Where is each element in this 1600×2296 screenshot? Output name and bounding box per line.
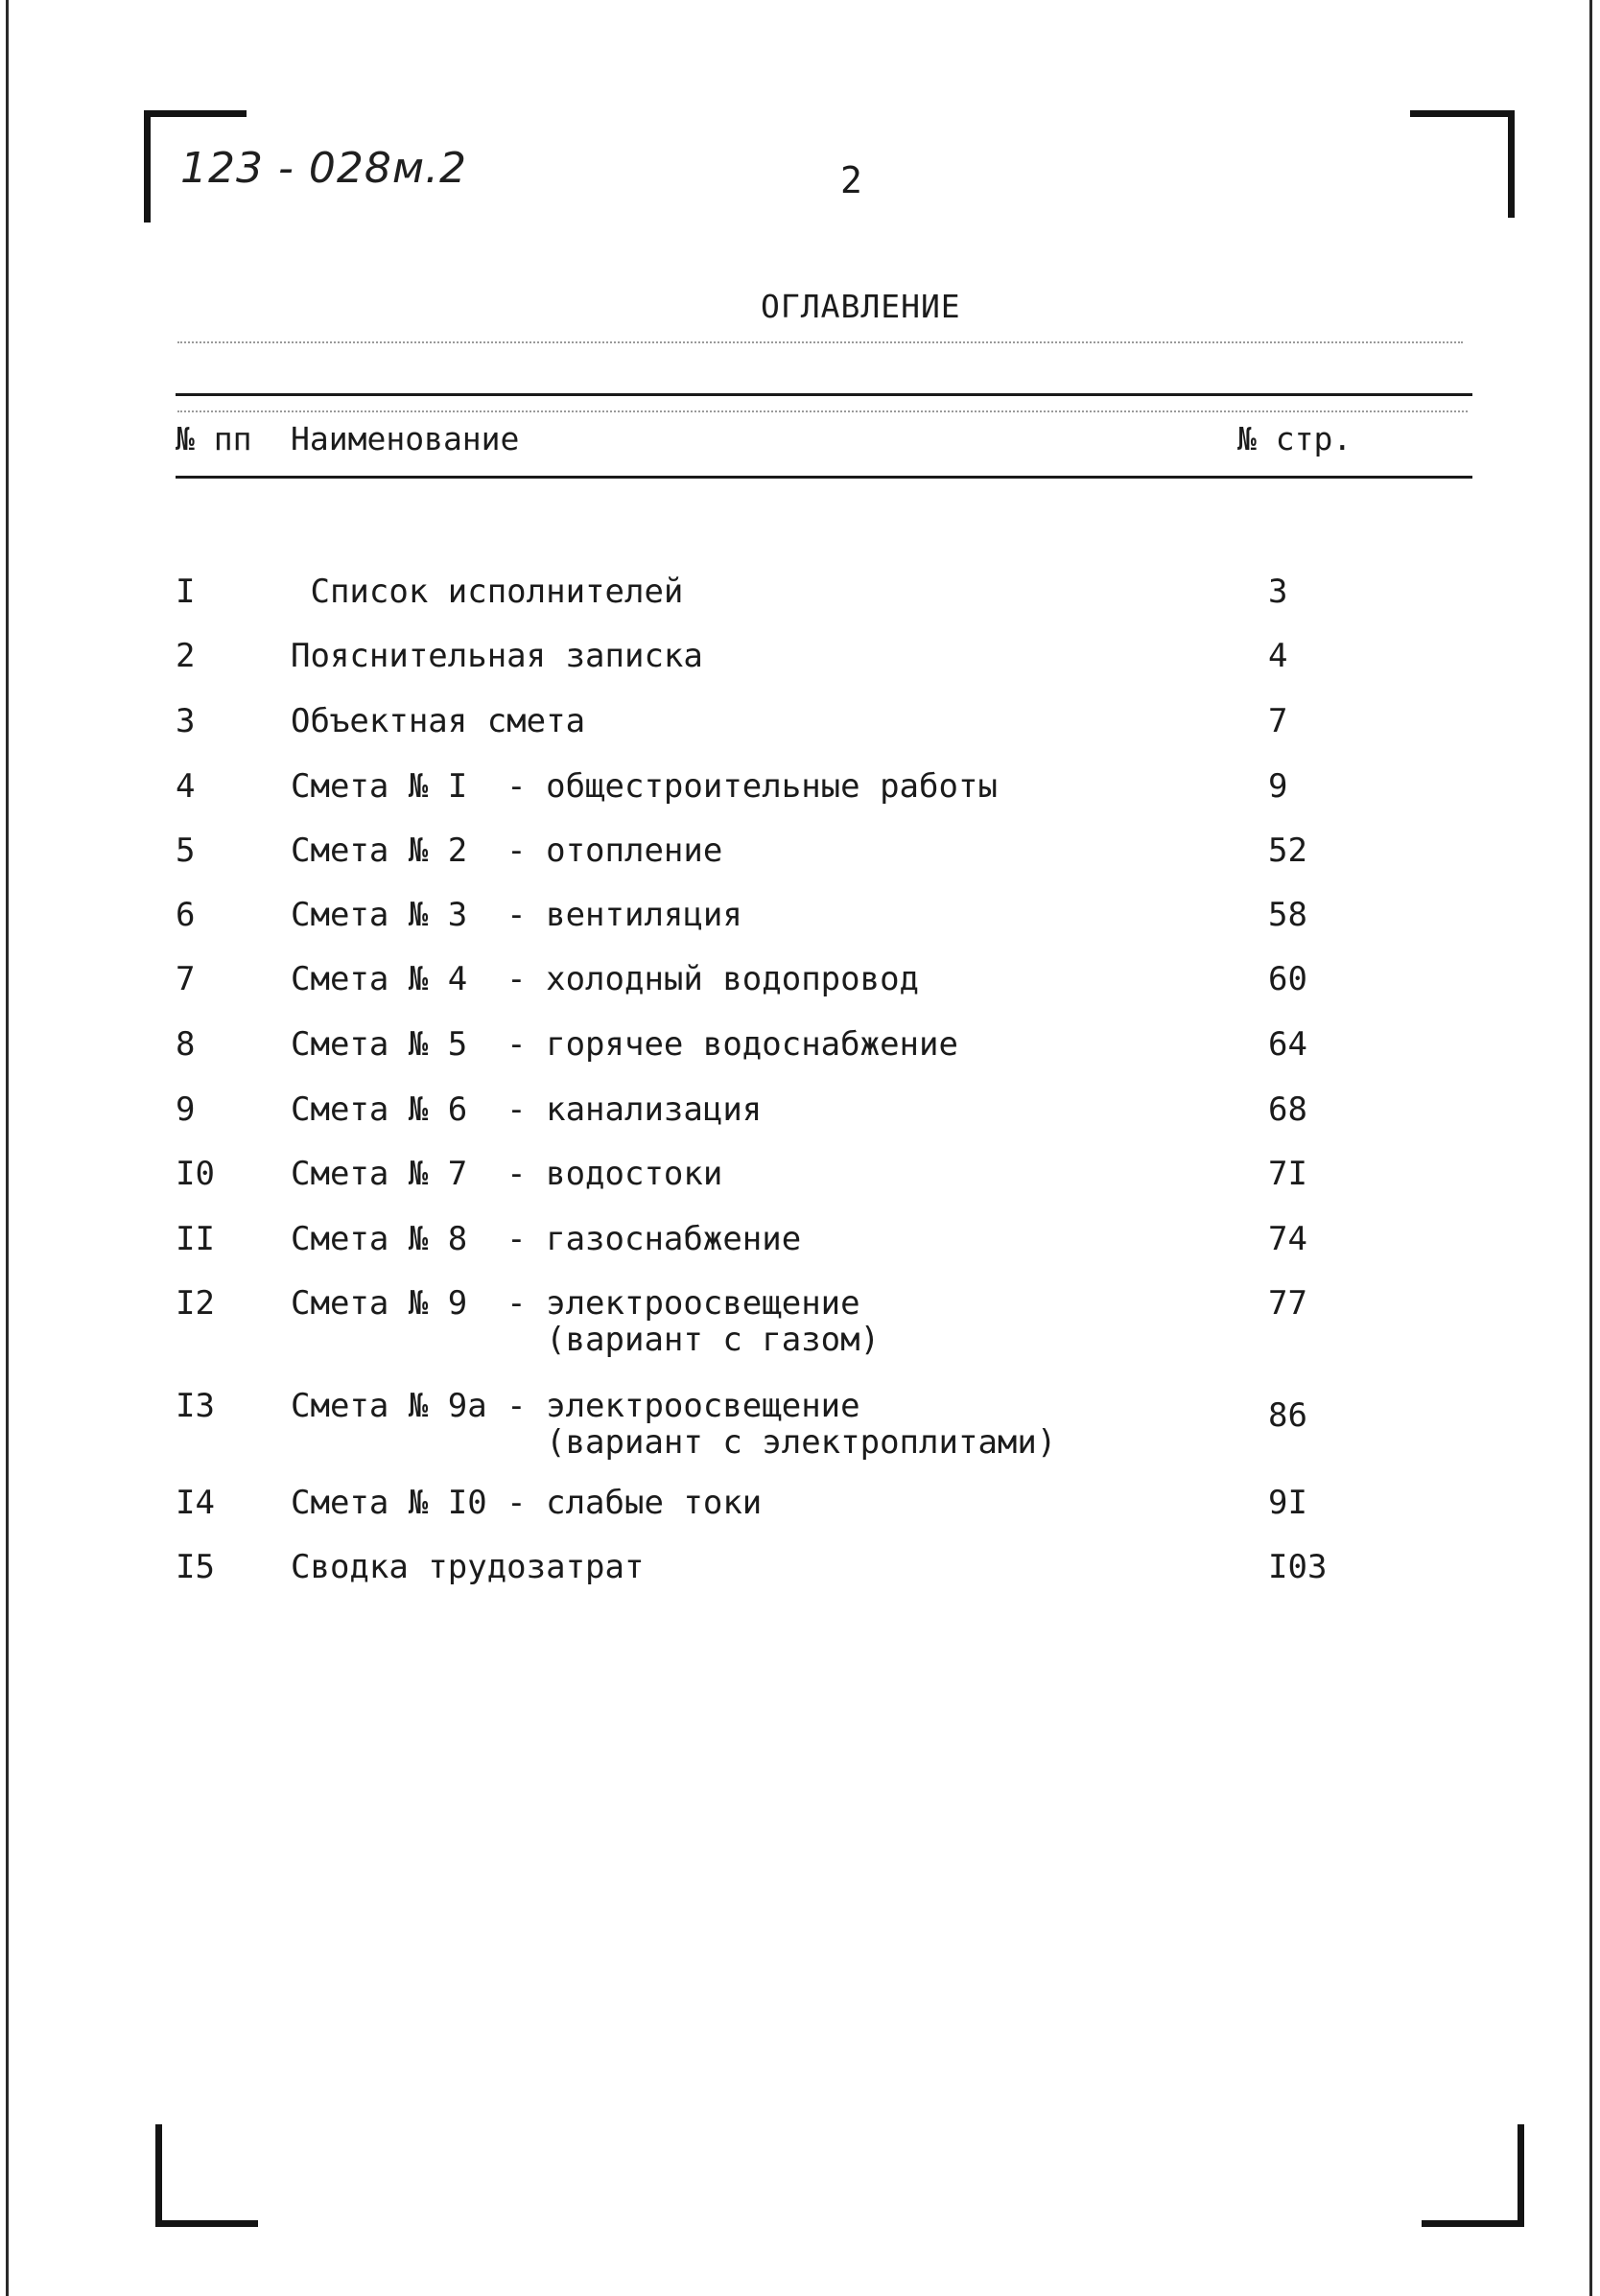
toc-row-page: 7I bbox=[1268, 1155, 1307, 1193]
toc-row-title: Смета № 7 - водостоки bbox=[291, 1155, 723, 1193]
toc-row-title: Сводка трудозатрат bbox=[291, 1548, 645, 1586]
toc-row-title: Смета № 9 - электроосвещение (вариант с газом) bbox=[291, 1284, 881, 1359]
toc-row-page: 4 bbox=[1268, 637, 1288, 675]
header-number: № пп bbox=[176, 420, 252, 457]
toc-row-title: Смета № 8 - газоснабжение bbox=[291, 1220, 802, 1258]
toc-row-page: I03 bbox=[1268, 1548, 1328, 1586]
toc-row-title: Смета № I - общестроительные работы bbox=[291, 767, 998, 806]
toc-row-page: 77 bbox=[1268, 1284, 1307, 1323]
toc-row-number: 7 bbox=[176, 960, 196, 998]
toc-row-title: Смета № I0 - слабые токи bbox=[291, 1484, 763, 1522]
toc-row-number: 4 bbox=[176, 767, 196, 806]
toc-row-number: I bbox=[176, 573, 196, 611]
toc-row-page: 60 bbox=[1268, 960, 1307, 998]
toc-row-page: 64 bbox=[1268, 1025, 1307, 1064]
header-name: Наименование bbox=[291, 420, 520, 457]
toc-row-page: 86 bbox=[1268, 1396, 1307, 1435]
toc-row-title: Смета № 9а - электроосвещение (вариант с электроплитами) bbox=[291, 1387, 1057, 1462]
toc-row-number: II bbox=[176, 1220, 215, 1258]
toc-row-page: 7 bbox=[1268, 702, 1288, 740]
toc-row-page: 52 bbox=[1268, 832, 1307, 870]
toc-row-page: 58 bbox=[1268, 896, 1307, 934]
toc-row-number: 3 bbox=[176, 702, 196, 740]
toc-row-page: 9I bbox=[1268, 1484, 1307, 1522]
toc-row-number: I5 bbox=[176, 1548, 215, 1586]
toc-row-page: 68 bbox=[1268, 1090, 1307, 1129]
toc-row-number: 2 bbox=[176, 637, 196, 675]
document-code: 123 - 028м.2 bbox=[180, 144, 467, 193]
toc-row-title: Смета № 2 - отопление bbox=[291, 832, 723, 870]
toc-row-number: 6 bbox=[176, 896, 196, 934]
toc-row-title: Смета № 5 - горячее водоснабжение bbox=[291, 1025, 958, 1064]
toc-row-title: Объектная смета bbox=[291, 702, 586, 740]
page-number: 2 bbox=[840, 159, 862, 201]
toc-row-page: 3 bbox=[1268, 573, 1288, 611]
toc-row-title: Пояснительная записка bbox=[291, 637, 703, 675]
toc-row-number: I0 bbox=[176, 1155, 215, 1193]
page-title: ОГЛАВЛЕНИЕ bbox=[761, 288, 961, 325]
toc-row-title: Смета № 4 - холодный водопровод bbox=[291, 960, 920, 998]
toc-row-title: Смета № 6 - канализация bbox=[291, 1090, 763, 1129]
header-page: № стр. bbox=[1237, 420, 1353, 457]
toc-row-title: Список исполнителей bbox=[291, 573, 684, 611]
toc-row-page: 9 bbox=[1268, 767, 1288, 806]
toc-row-number: 5 bbox=[176, 832, 196, 870]
toc-row-number: 8 bbox=[176, 1025, 196, 1064]
toc-row-number: 9 bbox=[176, 1090, 196, 1129]
toc-row-number: I3 bbox=[176, 1387, 215, 1425]
toc-row-number: I4 bbox=[176, 1484, 215, 1522]
toc-row-page: 74 bbox=[1268, 1220, 1307, 1258]
toc-row-title: Смета № 3 - вентиляция bbox=[291, 896, 742, 934]
toc-row-number: I2 bbox=[176, 1284, 215, 1323]
